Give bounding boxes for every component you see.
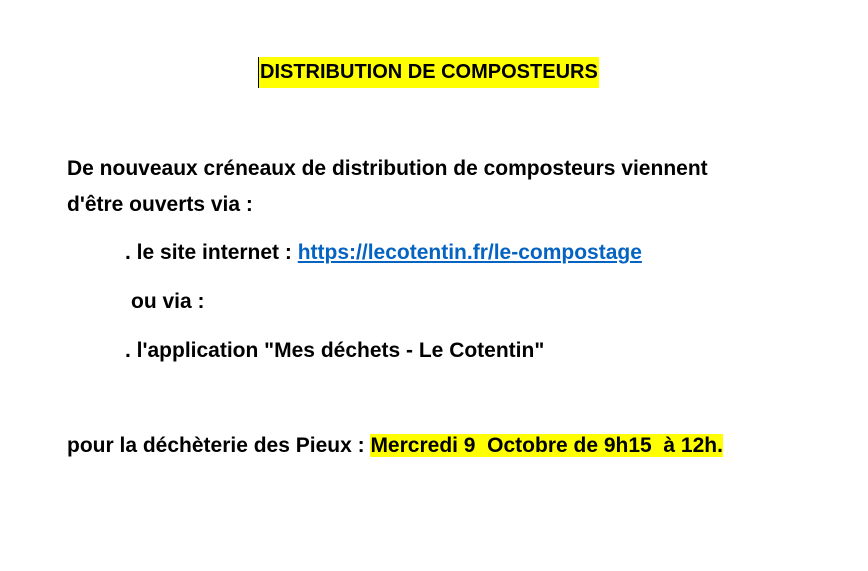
intro-paragraph	[67, 151, 708, 223]
title-line	[258, 57, 599, 88]
date-highlight: Mercredi 9 Octobre de 9h15 à 12h.	[370, 434, 723, 457]
app-line: . l'application "Mes déchets - Le Cotentin"	[125, 339, 545, 362]
document-title: DISTRIBUTION DE COMPOSTEURS	[259, 57, 599, 88]
website-line	[125, 235, 642, 271]
intro-line-1: De nouveaux créneaux de distribution de composteurs viennent	[67, 157, 708, 180]
location-date-line	[67, 428, 723, 464]
website-link[interactable]: https://lecotentin.fr/le-compostage	[297, 241, 642, 264]
location-prefix: pour la déchèterie des Pieux :	[67, 434, 371, 457]
website-prefix: . le site internet :	[125, 241, 298, 264]
intro-line-2: d'être ouverts via :	[67, 193, 253, 216]
or-via-line: ou via :	[131, 290, 205, 313]
